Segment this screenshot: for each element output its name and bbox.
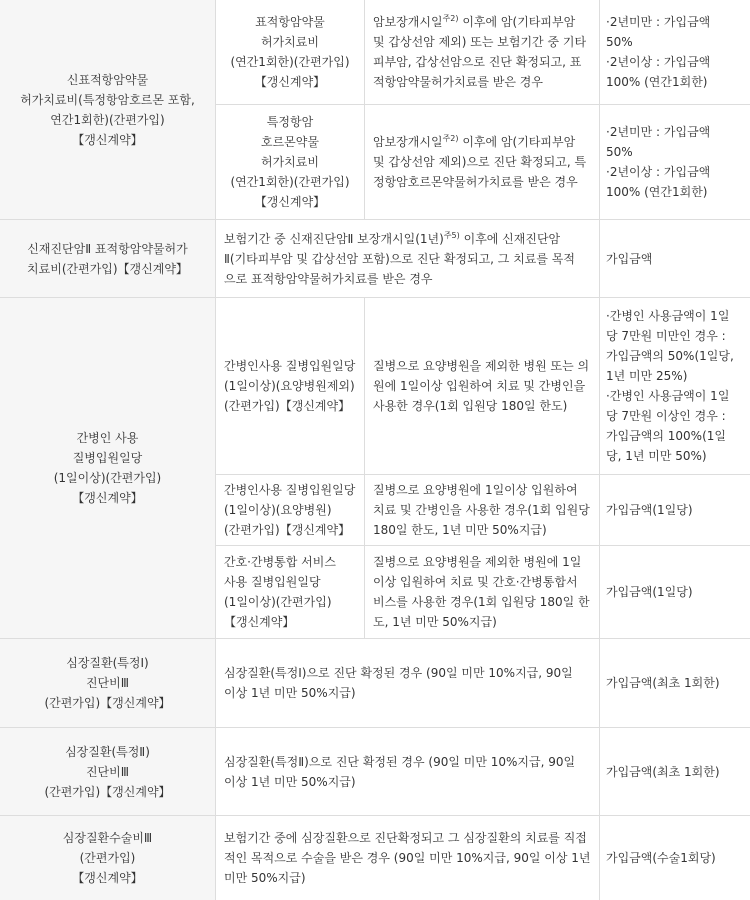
grid-line — [215, 0, 216, 900]
row-4-condition: 심장질환(특정Ⅰ)으로 진단 확정된 경우 (90일 미만 10%지급, 90일 이상 1년 미만 50%지급) — [224, 666, 573, 700]
row-6-amount: 가입금액(수술1회당) — [606, 851, 716, 865]
grid-line — [0, 727, 750, 728]
row-3a-subcategory: 간병인사용 질병입원일당 (1일이상)(요양병원제외) (간편가입)【갱신계약】 — [224, 359, 356, 413]
grid-line — [364, 0, 365, 219]
row-1a-condition: 암보장개시일$^{주2)}$ 이후에 암(기타피부암 및 갑상선암 제외) 또는 보험기간 중 기타 피부암, 갑상선암으로 진단 확정되고, 표 적항암약물허가치료를 받은 경우 — [373, 14, 587, 89]
grid-line — [216, 545, 750, 546]
row-3a-amount: ·간병인 사용금액이 1일 당 7만원 미만인 경우 : 가입금액의 50%(1일당, 1년 미만 25%) ·간병인 사용금액이 1일 당 7만원 이상인 경우 : 가입금액의 100%(1일 당, 1년 미만 50%) — [606, 309, 734, 463]
row-1b-condition: 암보장개시일$^{주2)}$ 이후에 암(기타피부암 및 갑상선암 제외)으로 진단 확정되고, 특 정항암호르몬약물허가치료를 받은 경우 — [373, 134, 587, 189]
row-1b-subcategory: 특정항암 호르몬약물 허가치료비 (연간1회한)(간편가입) 【갱신계약】 — [230, 115, 350, 209]
row-1a-subcategory: 표적항암약물 허가치료비 (연간1회한)(간편가입) 【갱신계약】 — [230, 15, 350, 89]
row-3c-subcategory: 간호·간병통합 서비스 사용 질병입원일당 (1일이상)(간편가입) 【갱신계약】 — [224, 555, 336, 629]
grid-line — [0, 219, 750, 220]
row-6-condition: 보험기간 중에 심장질환으로 진단확정되고 그 심장질환의 치료를 직접 적인 목적으로 수술을 받은 경우 (90일 미만 10%지급, 90일 이상 1년 미만 50%지급) — [224, 831, 591, 885]
row-2-condition: 보험기간 중 신재진단암Ⅱ 보장개시일(1년)$^{주5)}$ 이후에 신재진단암 Ⅱ(기타피부암 및 갑상선암 포함)으로 진단 확정되고, 그 치료를 목적 으로 표적항암약물허가치료를 받은 경우 — [224, 230, 575, 286]
row-6-category: 심장질환수술비Ⅲ (간편가입) 【갱신계약】 — [0, 816, 215, 900]
row-3b-subcategory: 간병인사용 질병입원일당 (1일이상)(요양병원) (간편가입)【갱신계약】 — [224, 483, 356, 537]
row-4-amount: 가입금액(최초 1회한) — [606, 676, 720, 690]
row-1b-amount: ·2년미만 : 가입금액 50% ·2년이상 : 가입금액 100% (연간1회한) — [606, 125, 711, 199]
footnote-marker: 주2) — [442, 14, 459, 23]
row-3b-amount: 가입금액(1일당) — [606, 503, 693, 517]
row-3c-condition: 질병으로 요양병원을 제외한 병원에 1일 이상 입원하여 치료 및 간호·간병통합서 비스를 사용한 경우(1회 입원당 180일 한 도, 1년 미만 50%지급) — [373, 555, 590, 629]
grid-line — [216, 104, 750, 105]
grid-line — [216, 474, 750, 475]
row-5-condition: 심장질환(특정Ⅱ)으로 진단 확정된 경우 (90일 미만 10%지급, 90일 이상 1년 미만 50%지급) — [224, 754, 576, 789]
row-5-category: 심장질환(특정Ⅱ) 진단비Ⅲ (간편가입)【갱신계약】 — [0, 728, 215, 815]
grid-line — [0, 297, 750, 298]
footnote-marker: 주2) — [442, 134, 459, 143]
row-4-category: 심장질환(특정Ⅰ) 진단비Ⅲ (간편가입)【갱신계약】 — [0, 639, 215, 727]
grid-line — [599, 0, 600, 900]
grid-line — [0, 638, 750, 639]
grid-line — [364, 298, 365, 638]
row-1-category — [0, 0, 215, 219]
row-3c-amount: 가입금액(1일당) — [606, 585, 693, 599]
footnote-marker: 주5) — [443, 230, 460, 240]
row-2-category: 신재진단암Ⅱ 표적항암약물허가 치료비(간편가입)【갱신계약】 — [0, 220, 215, 297]
row-2-amount: 가입금액 — [606, 251, 653, 266]
row-3-category: 간병인 사용 질병입원일당 (1일이상)(간편가입) 【갱신계약】 — [0, 298, 215, 638]
row-3b-condition: 질병으로 요양병원에 1일이상 입원하여 치료 및 간병인을 사용한 경우(1회 입원당 180일 한도, 1년 미만 50%지급) — [373, 483, 590, 537]
row-5-amount: 가입금액(최초 1회한) — [606, 764, 720, 779]
row-1a-amount: ·2년미만 : 가입금액 50% ·2년이상 : 가입금액 100% (연간1회한) — [606, 15, 711, 89]
grid-line — [0, 815, 750, 816]
row-3a-condition: 질병으로 요양병원을 제외한 병원 또는 의 원에 1일이상 입원하여 치료 및 간병인을 사용한 경우(1회 입원당 180일 한도) — [373, 359, 590, 413]
row-1-category-text: 신표적항암약물 허가치료비(특정항암호르몬 포함, 연간1회한)(간편가입) 【갱신계약】 — [20, 72, 195, 147]
